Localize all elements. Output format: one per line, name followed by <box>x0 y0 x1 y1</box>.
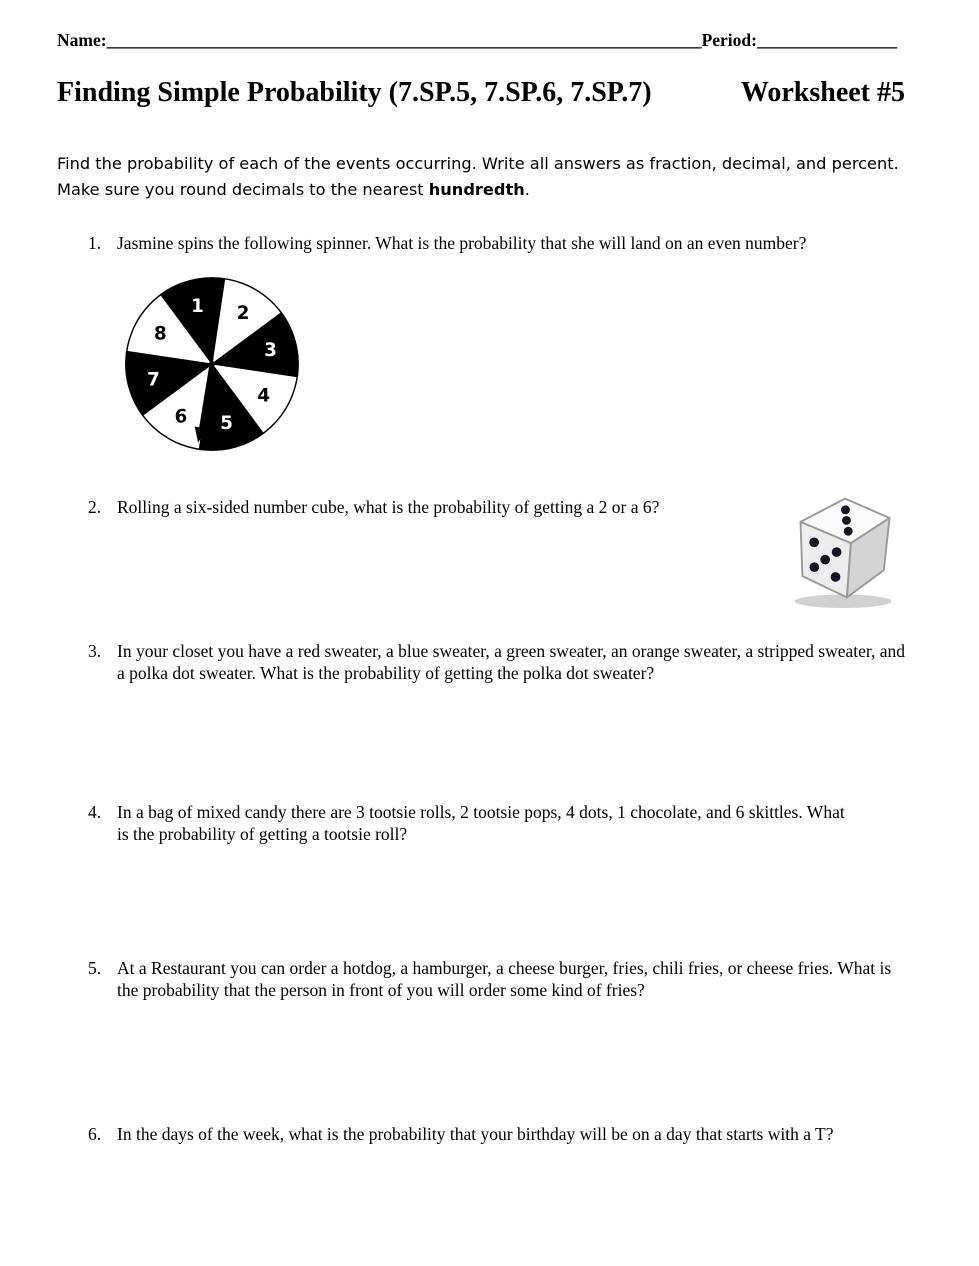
question-text: Jasmine spins the following spinner. What is the probability that she will land on an even number? <box>117 232 807 253</box>
svg-text:1: 1 <box>191 295 204 317</box>
worksheet-title-line <box>57 77 919 109</box>
spinner-image <box>121 273 303 455</box>
question-3 <box>57 641 919 685</box>
question-number: 2. <box>88 496 102 517</box>
question-2 <box>57 497 919 619</box>
instructions-text: Find the probability of each of the events occurring. Write all answers as fraction, decimal, and percent. Make sure you round decimals to the nearest <box>57 154 899 199</box>
page-title: Finding Simple Probability (7.SP.5, 7.SP.6, 7.SP.7) <box>57 77 652 108</box>
svg-text:4: 4 <box>257 385 271 407</box>
instructions <box>57 151 919 203</box>
spinner-svg <box>121 273 303 455</box>
instructions-bold-word: hundredth <box>428 179 525 199</box>
question-text: At a Restaurant you can order a hotdog, a hamburger, a cheese burger, fries, chili fries, or cheese fries. What is the probability that the person in front of you will order some kind of fries? <box>117 958 892 1001</box>
question-text: In your closet you have a red sweater, a blue sweater, a green sweater, an orange sweater, a stripped sweater, and a polka dot sweater. What is the probability of getting the polka dot sweater? <box>117 640 906 683</box>
question-list <box>57 233 919 1146</box>
instructions-period: . <box>524 179 530 199</box>
svg-text:8: 8 <box>153 323 167 345</box>
question-number: 5. <box>88 958 102 979</box>
question-text: In a bag of mixed candy there are 3 tootsie rolls, 2 tootsie pops, 4 dots, 1 chocolate, and 6 skittles. What is the probability of getting a tootsie roll? <box>117 802 845 845</box>
svg-text:2: 2 <box>236 302 250 324</box>
question-6-row <box>57 1124 919 1146</box>
question-number: 3. <box>88 640 102 661</box>
svg-text:5: 5 <box>220 412 233 434</box>
name-blank-line: ____________________________________________________________________ <box>106 30 702 50</box>
svg-text:3: 3 <box>264 339 277 361</box>
question-4 <box>57 802 919 846</box>
dice-image <box>787 487 905 609</box>
question-1-row <box>57 233 919 255</box>
period-blank-line: ________________ <box>756 30 897 50</box>
question-6 <box>57 1124 919 1146</box>
svg-text:6: 6 <box>174 406 188 428</box>
name-period-line <box>57 30 919 51</box>
dice-svg <box>787 487 905 609</box>
svg-text:7: 7 <box>147 368 160 390</box>
question-number: 4. <box>88 802 102 823</box>
question-1 <box>57 233 919 455</box>
worksheet-number: Worksheet #5 <box>740 77 905 108</box>
question-5 <box>57 958 919 1002</box>
period-label: Period: <box>701 30 757 50</box>
question-text: In the days of the week, what is the probability that your birthday will be on a day that starts with a T? <box>117 1123 834 1144</box>
question-3-row <box>57 641 919 685</box>
question-number: 6. <box>88 1123 102 1144</box>
question-5-row <box>57 958 919 1002</box>
question-4-row <box>57 802 919 846</box>
question-text: Rolling a six-sided number cube, what is the probability of getting a 2 or a 6? <box>117 496 660 517</box>
name-label: Name: <box>57 30 107 50</box>
question-number: 1. <box>88 232 102 253</box>
